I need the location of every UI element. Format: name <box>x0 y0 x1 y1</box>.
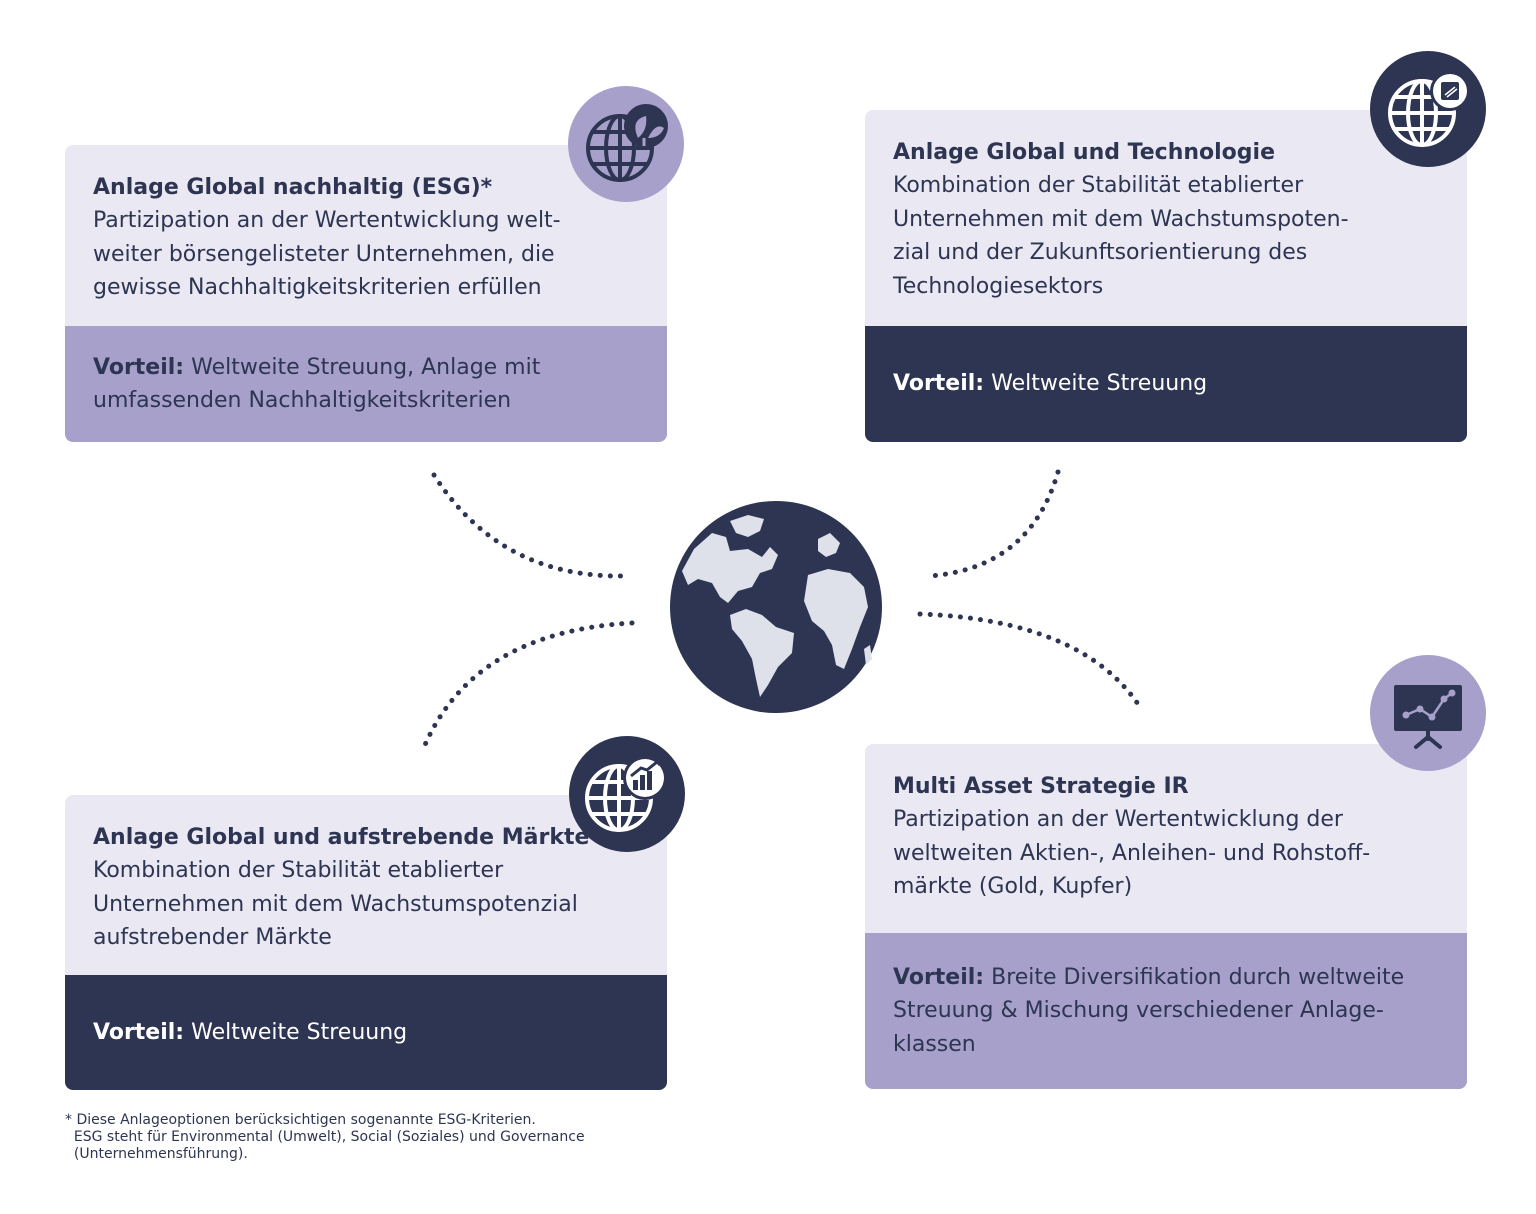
globe-growth-chart-icon <box>569 736 685 852</box>
footnote <box>65 1112 585 1163</box>
advantage-text: Breite Diversifikation durch weltweite Streuung & Mischung verschiedener Anlage- klassen <box>893 964 1405 1057</box>
arc-top-right <box>930 472 1058 576</box>
arc-top-left <box>434 475 624 576</box>
earth-globe-icon <box>668 499 884 715</box>
advantage-text: Weltweite Streuung <box>184 1019 408 1045</box>
advantage-text: Weltweite Streuung <box>984 371 1208 397</box>
advantage-label: Vorteil: <box>93 354 185 380</box>
card-advantage <box>865 933 1467 1089</box>
card-description: Kombination der Stabilität etablierter Unternehmen mit dem Wachstumspoten- zial und der Zukunftsorientierung des Technologiesektors <box>893 173 1349 299</box>
footnote-line: ESG steht für Environmental (Umwelt), Social (Soziales) und Governance <box>65 1129 585 1145</box>
card-advantage <box>65 975 667 1090</box>
card-advantage <box>65 326 667 442</box>
card-title: Multi Asset Strategie IR <box>893 774 1189 799</box>
card-description: Kombination der Stabilität etablierter Unternehmen mit dem Wachstumspotenzial aufstrebender Märkte <box>93 858 578 950</box>
advantage-label: Vorteil: <box>893 371 985 397</box>
advantage-label: Vorteil: <box>93 1019 185 1045</box>
card-advantage <box>865 326 1467 442</box>
card-multi-asset-strategy <box>865 744 1467 1089</box>
card-header <box>865 744 1467 933</box>
arc-bottom-right <box>920 614 1138 704</box>
arc-bottom-left <box>422 623 632 752</box>
presentation-board-icon <box>1370 655 1486 771</box>
globe-chip-icon <box>1370 51 1486 167</box>
card-description: Partizipation an der Wertentwicklung der weltweiten Aktien-, Anleihen- und Rohstoff- märkte (Gold, Kupfer) <box>893 807 1371 899</box>
globe-leaf-icon <box>568 86 684 202</box>
card-title: Anlage Global und Technologie <box>893 140 1275 165</box>
footnote-line: (Unternehmensführung). <box>65 1146 248 1162</box>
card-title: Anlage Global und aufstrebende Märkte <box>93 825 590 850</box>
card-description: Partizipation an der Wertentwicklung welt- weiter börsengelisteter Unternehmen, die gewisse Nachhaltigkeitskriterien erfüllen <box>93 208 561 300</box>
footnote-line: * Diese Anlageoptionen berücksichtigen sogenannte ESG-Kriterien. <box>65 1112 536 1128</box>
card-title: Anlage Global nachhaltig (ESG)* <box>93 175 493 200</box>
advantage-label: Vorteil: <box>893 964 985 990</box>
advantage-text: Weltweite Streuung, Anlage mit umfassenden Nachhaltigkeitskriterien <box>93 354 541 413</box>
